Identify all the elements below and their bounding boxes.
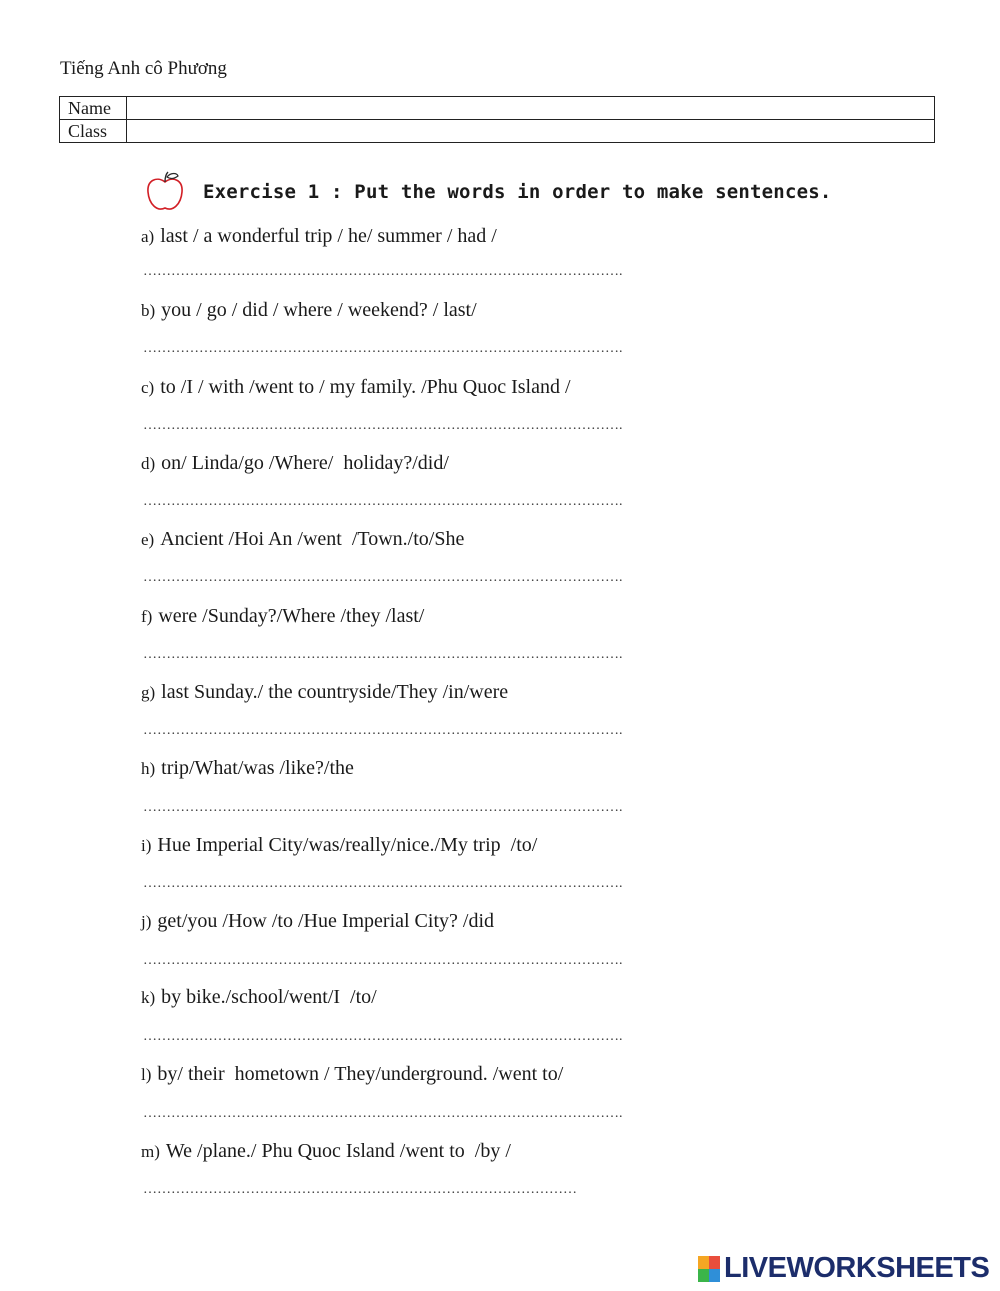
name-row — [60, 97, 935, 120]
list-item — [141, 681, 508, 704]
list-item — [141, 605, 424, 628]
item-text: get/you /How /to /Hue Imperial City? /did — [157, 910, 495, 932]
item-letter: i) — [141, 836, 152, 855]
list-item — [141, 225, 497, 248]
student-info-table — [59, 96, 935, 143]
answer-line[interactable]: …………………………………………………………………………………………. — [143, 1106, 623, 1121]
item-letter: m) — [141, 1142, 160, 1161]
answer-line[interactable]: …………………………………………………………………………………………. — [143, 647, 623, 662]
class-field[interactable] — [127, 120, 935, 143]
item-text: We /plane./ Phu Quoc Island /went to /by / — [165, 1140, 511, 1162]
item-text: by bike./school/went/I /to/ — [161, 986, 377, 1008]
answer-line[interactable]: ………………………………………………………………………………… — [143, 1182, 577, 1197]
item-text: last Sunday./ the countryside/They /in/were — [161, 681, 509, 703]
list-item — [141, 910, 494, 933]
item-text: by/ their hometown / They/underground. /went to/ — [157, 1063, 564, 1085]
item-text: Ancient /Hoi An /went /Town./to/She — [160, 528, 465, 550]
item-letter: e) — [141, 530, 155, 549]
list-item — [141, 1063, 563, 1086]
item-letter: j) — [141, 912, 152, 931]
answer-line[interactable]: …………………………………………………………………………………………. — [143, 953, 623, 968]
liveworksheets-logo — [698, 1252, 989, 1285]
exercise-title: Exercise 1 : Put the words in order to make sentences. — [203, 181, 832, 203]
answer-line[interactable]: …………………………………………………………………………………………. — [143, 341, 623, 356]
list-item — [141, 834, 537, 857]
item-text: trip/What/was /like?/the — [161, 757, 354, 779]
answer-line[interactable]: …………………………………………………………………………………………. — [143, 1029, 623, 1044]
name-field[interactable] — [127, 97, 935, 120]
answer-line[interactable]: …………………………………………………………………………………………. — [143, 876, 623, 891]
teacher-header: Tiếng Anh cô Phương — [60, 58, 227, 79]
list-item — [141, 376, 571, 399]
answer-line[interactable]: …………………………………………………………………………………………. — [143, 723, 623, 738]
answer-line[interactable]: …………………………………………………………………………………………. — [143, 264, 623, 279]
item-text: were /Sunday?/Where /they /last/ — [158, 605, 425, 627]
item-text: last / a wonderful trip / he/ summer / had / — [160, 225, 497, 247]
item-letter: h) — [141, 759, 156, 778]
class-label: Class — [60, 120, 127, 143]
answer-line[interactable]: …………………………………………………………………………………………. — [143, 418, 623, 433]
item-letter: l) — [141, 1065, 152, 1084]
item-letter: k) — [141, 988, 156, 1007]
exercise-heading — [145, 170, 832, 214]
item-letter: f) — [141, 607, 153, 626]
item-letter: c) — [141, 378, 155, 397]
item-text: Hue Imperial City/was/really/nice./My trip /to/ — [157, 834, 538, 856]
answer-line[interactable]: …………………………………………………………………………………………. — [143, 494, 623, 509]
item-letter: a) — [141, 227, 155, 246]
answer-line[interactable]: …………………………………………………………………………………………. — [143, 570, 623, 585]
logo-text: LIVEWORKSHEETS — [724, 1252, 990, 1284]
item-letter: b) — [141, 301, 156, 320]
list-item — [141, 452, 449, 475]
item-letter: g) — [141, 683, 156, 702]
item-text: to /I / with /went to / my family. /Phu Quoc Island / — [160, 376, 571, 398]
list-item — [141, 986, 377, 1009]
answer-line[interactable]: …………………………………………………………………………………………. — [143, 800, 623, 815]
logo-blocks-icon — [698, 1256, 720, 1282]
list-item — [141, 528, 464, 551]
list-item — [141, 757, 354, 780]
list-item — [141, 299, 477, 322]
item-text: on/ Linda/go /Where/ holiday?/did/ — [161, 452, 449, 474]
apple-icon — [145, 170, 185, 214]
item-letter: d) — [141, 454, 156, 473]
class-row — [60, 120, 935, 143]
name-label: Name — [60, 97, 127, 120]
list-item — [141, 1140, 511, 1163]
item-text: you / go / did / where / weekend? / last/ — [161, 299, 477, 321]
